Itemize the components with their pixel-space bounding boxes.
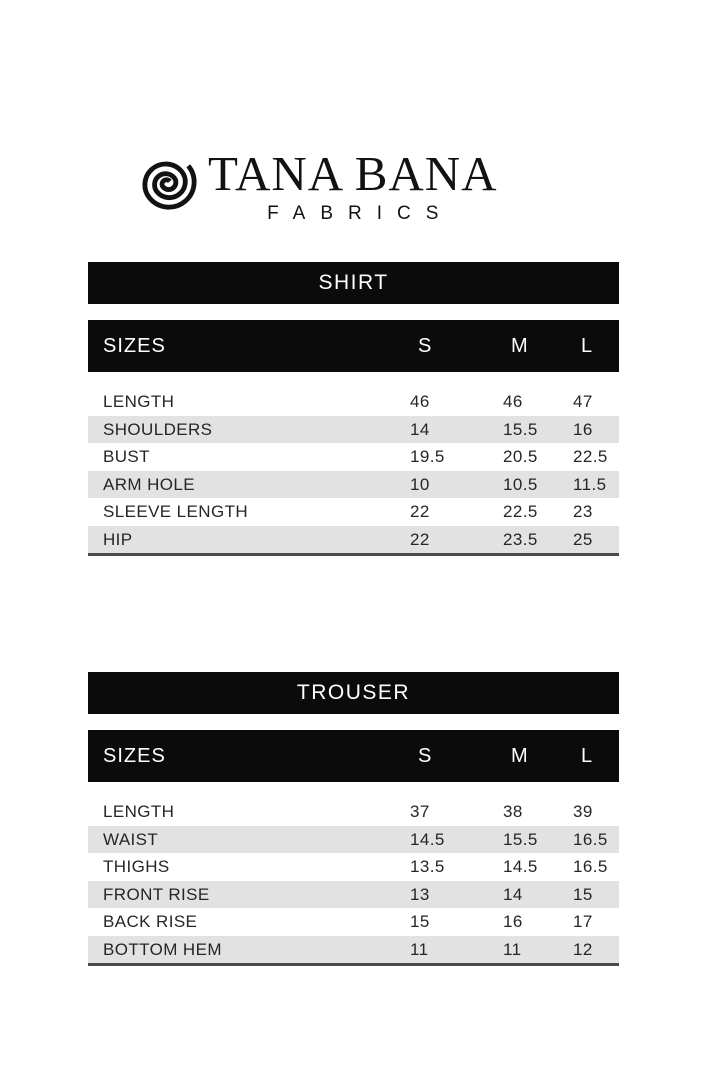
value-s: 11 [410, 939, 429, 959]
column-header-l: L [581, 744, 594, 767]
shirt-chart-rows [88, 388, 619, 556]
measurement-label: HIP [103, 529, 133, 549]
measurement-label: BUST [103, 447, 150, 466]
column-header-l: L [581, 334, 594, 357]
table-row [88, 826, 619, 854]
value-l: 16.5 [573, 829, 608, 849]
sizes-header-label: SIZES [103, 334, 166, 357]
value-s: 22 [410, 529, 430, 549]
measurement-label: BACK RISE [103, 912, 198, 931]
measurement-label: LENGTH [103, 802, 175, 821]
value-s: 14.5 [410, 829, 445, 849]
column-header-m: M [511, 744, 529, 767]
value-l: 22.5 [573, 447, 608, 466]
trouser-size-chart [88, 672, 619, 966]
table-row [88, 498, 619, 526]
spiral-icon [140, 153, 198, 211]
value-l: 15 [573, 884, 593, 904]
trouser-chart-header [88, 730, 619, 782]
value-m: 16 [503, 912, 523, 931]
value-l: 23 [573, 502, 593, 521]
table-row [88, 416, 619, 444]
value-m: 46 [503, 392, 523, 411]
brand-wordmark: TANA BANA [208, 146, 498, 201]
value-l: 25 [573, 529, 593, 549]
value-m: 15.5 [503, 829, 538, 849]
value-s: 37 [410, 802, 430, 821]
value-l: 47 [573, 392, 593, 411]
brand-subtitle: FABRICS [267, 203, 454, 224]
value-l: 11.5 [573, 474, 607, 494]
value-m: 10.5 [503, 474, 538, 494]
value-m: 22.5 [503, 502, 538, 521]
measurement-label: ARM HOLE [103, 474, 195, 494]
value-m: 38 [503, 802, 523, 821]
table-row [88, 443, 619, 471]
value-s: 13.5 [410, 857, 445, 876]
table-row [88, 471, 619, 499]
value-s: 22 [410, 502, 430, 521]
value-s: 13 [410, 884, 430, 904]
table-row [88, 908, 619, 936]
table-row [88, 798, 619, 826]
value-m: 23.5 [503, 529, 538, 549]
column-header-m: M [511, 334, 529, 357]
value-l: 12 [573, 939, 593, 959]
value-m: 14.5 [503, 857, 538, 876]
measurement-label: THIGHS [103, 857, 170, 876]
brand-wordmark-block [208, 146, 498, 225]
table-row [88, 881, 619, 909]
value-s: 19.5 [410, 447, 445, 466]
measurement-label: SHOULDERS [103, 419, 213, 439]
measurement-label: SLEEVE LENGTH [103, 502, 249, 521]
column-header-s: S [418, 744, 433, 767]
value-s: 10 [410, 474, 430, 494]
value-l: 39 [573, 802, 593, 821]
shirt-chart-header [88, 320, 619, 372]
value-l: 16 [573, 419, 593, 439]
table-row [88, 526, 619, 554]
table-row [88, 853, 619, 881]
measurement-label: LENGTH [103, 392, 175, 411]
value-m: 15.5 [503, 419, 538, 439]
shirt-size-chart [88, 262, 619, 556]
value-m: 20.5 [503, 447, 538, 466]
value-m: 11 [503, 939, 522, 959]
value-s: 15 [410, 912, 430, 931]
table-row [88, 936, 619, 964]
measurement-label: FRONT RISE [103, 884, 210, 904]
value-l: 17 [573, 912, 593, 931]
value-m: 14 [503, 884, 523, 904]
column-header-s: S [418, 334, 433, 357]
value-s: 14 [410, 419, 430, 439]
trouser-chart-title: TROUSER [88, 672, 619, 714]
value-l: 16.5 [573, 857, 608, 876]
measurement-label: WAIST [103, 829, 159, 849]
shirt-chart-title: SHIRT [88, 262, 619, 304]
trouser-chart-rows [88, 798, 619, 966]
table-row [88, 388, 619, 416]
sizes-header-label: SIZES [103, 744, 166, 767]
measurement-label: BOTTOM HEM [103, 939, 222, 959]
value-s: 46 [410, 392, 430, 411]
brand-logo [140, 146, 498, 225]
